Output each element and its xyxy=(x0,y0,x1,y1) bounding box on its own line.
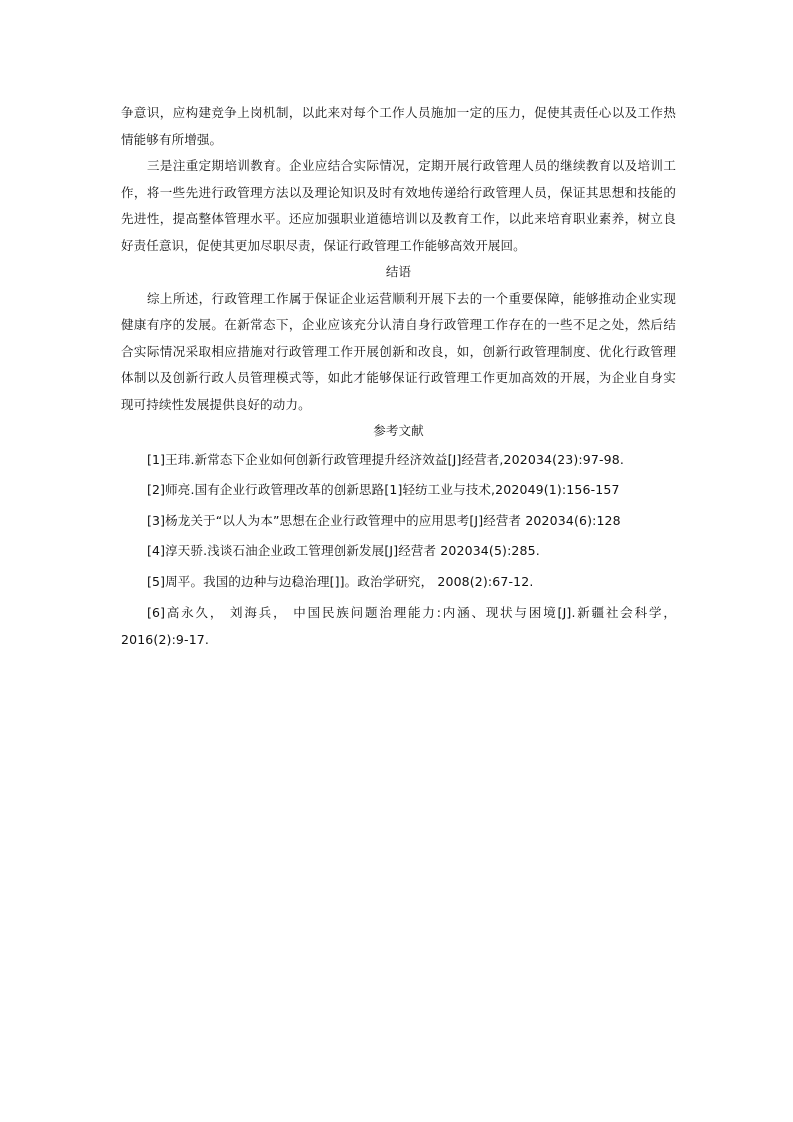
reference-item-3: [3]杨龙关于“以人为本”思想在企业行政管理中的应用思考[J]经营者 202034(6):128 xyxy=(147,512,621,528)
reference-item-5: [5]周平。我国的边种与边稳治理[]]。政治学研究， 2008(2):67-12. xyxy=(147,573,534,589)
conclusion-heading: 结语 xyxy=(385,264,412,279)
paragraph-competition: 争意识，应构建竞争上岗机制，以此来对每个工作人员施加一定的压力，促使其责任心以及工作热情能够有所增强。 xyxy=(121,105,676,147)
reference-item-2: [2]师亮.国有企业行政管理改革的创新思路[1]轻纺工业与技术,202049(1):156-157 xyxy=(147,482,620,497)
paragraph-training: 三是注重定期培训教育。企业应结合实际情况，定期开展行政管理人员的继续教育以及培训工作，将一些先进行政管理方法以及理论知识及时有效地传递给行政管理人员，保证其思想和技能的先进性，提高整体管理水平。还应加强职业道德培训以及教育工作，以此来培育职业素养，树立良好责任意识，促使其更加尽职尽责，保证行政管理工作能够高效开展回。 xyxy=(121,158,676,253)
reference-item-1: [1]王玮.新常态下企业如何创新行政管理提升经济效益[J]经营者,202034(23):97-98. xyxy=(147,451,624,467)
reference-item-4: [4]淳天骄.浅谈石油企业政工管理创新发展[J]经营者 202034(5):285. xyxy=(147,543,540,558)
references-heading: 参考文献 xyxy=(373,423,424,438)
reference-item-6: [6]高永久， 刘海兵， 中国民族问题治理能力:内涵、现状与困境[J].新疆社会科学，2016(2):9-17. xyxy=(121,605,676,647)
conclusion-paragraph: 综上所述，行政管理工作属于保证企业运营顺利开展下去的一个重要保障，能够推动企业实现健康有序的发展。在新常态下，企业应该充分认清自身行政管理工作存在的一些不足之处，然后结合实际情况采取相应措施对行政管理工作开展创新和改良，如，创新行政管理制度、优化行政管理体制以及创新行政人员管理模式等，如此才能够保证行政管理工作更加高效的开展，为企业自身实现可持续性发展提供良好的动力。 xyxy=(121,290,676,412)
references-list xyxy=(121,445,676,654)
document-body xyxy=(121,100,676,653)
